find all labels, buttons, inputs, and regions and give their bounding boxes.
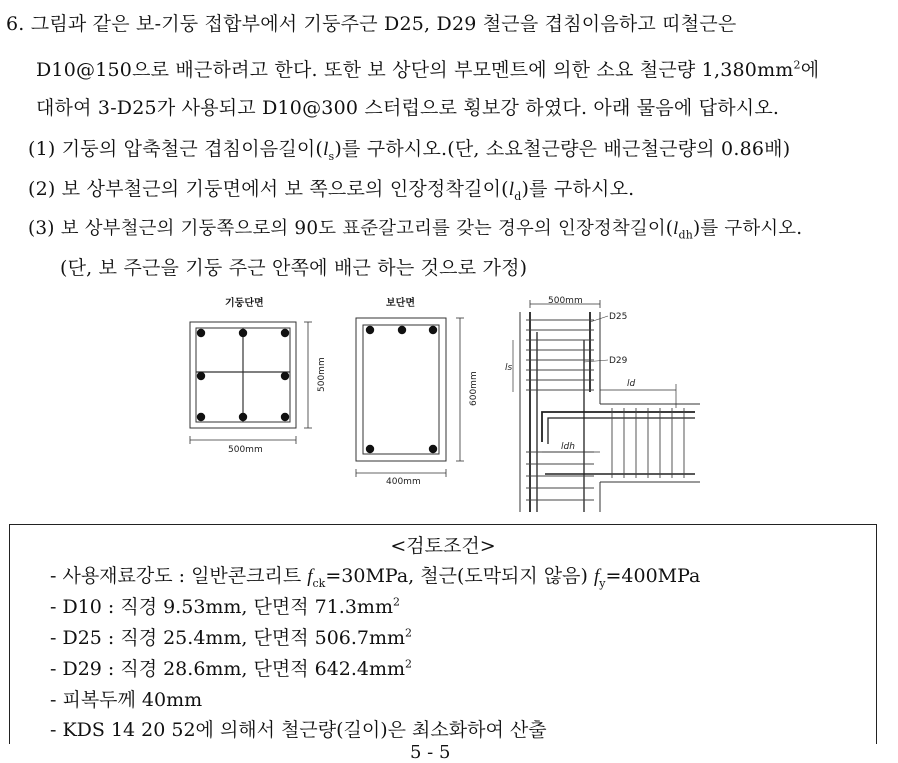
question-text-2: D10@150으로 배근하려고 한다. 또한 보 상단의 부모멘트에 의한 소요 철근량 1,380mm	[36, 59, 794, 81]
condition-d10	[50, 592, 400, 619]
question-text-1: 그림과 같은 보-기둥 접합부에서 기둥주근 D25, D29 철근을 겹침이음하고 띠철근은	[30, 13, 737, 35]
sub-question-2-pre: (2) 보 상부철근의 기둥면에서 보 쪽으로의 인장정착길이(	[28, 178, 509, 200]
superscript: 2	[793, 58, 801, 72]
superscript: 2	[392, 595, 400, 609]
question-text-3: 대하여 3-D25가 사용되고 D10@300 스터럽으로 횡보강 하였다. 아래 물음에 답하시오.	[36, 97, 780, 119]
var-sub-y: y	[599, 576, 606, 590]
superscript: 2	[405, 626, 413, 640]
question-number: 6.	[6, 13, 25, 35]
section-figure	[180, 292, 710, 517]
ld-label: ld	[627, 379, 636, 389]
question-text-2b: 에	[800, 59, 820, 81]
beam-height-label: 600mm	[469, 371, 479, 406]
condition-material-mid: =30MPa, 철근(도막되지 않음)	[325, 565, 594, 587]
sub-question-2	[28, 174, 634, 203]
condition-material-post: =400MPa	[605, 565, 701, 587]
column-section-title: 기둥단면	[225, 298, 264, 309]
d29-label: D29	[609, 356, 628, 366]
d25-label: D25	[609, 312, 628, 322]
sub-question-3-pre: (3) 보 상부철근의 기둥쪽으로의 90도 표준갈고리를 갖는 경우의 인장정착길이(	[28, 218, 674, 239]
condition-cover: - 피복두께 40mm	[50, 689, 203, 711]
beam-width-label: 400mm	[386, 477, 421, 487]
var-sub: d	[514, 189, 522, 203]
beam-section-title: 보단면	[386, 298, 415, 309]
condition-d25-text: - D25 : 직경 25.4mm, 단면적 506.7mm	[50, 627, 406, 649]
var-l: l	[508, 179, 515, 200]
var-f: f	[307, 566, 313, 587]
ldh-label: ldh	[561, 442, 575, 452]
var-l: l	[323, 139, 329, 160]
var-f: f	[593, 566, 600, 587]
conditions-box	[9, 524, 877, 744]
question-line-3	[36, 93, 779, 120]
beam-bars	[366, 326, 437, 453]
condition-material-pre: - 사용재료강도 : 일반콘크리트	[50, 565, 308, 587]
question-line-2	[36, 55, 819, 82]
joint-elevation	[505, 296, 700, 512]
sub-question-3-post: )를 구하시오.	[693, 218, 803, 239]
var-l: l	[673, 218, 679, 238]
var-sub-ck: ck	[312, 576, 326, 590]
column-width-label: 500mm	[228, 445, 263, 455]
column-height-label: 500mm	[317, 357, 327, 392]
page-number: 5 - 5	[410, 742, 451, 763]
condition-kds: - KDS 14 20 52에 의해서 철근량(길이)은 최소화하여 산출	[50, 719, 547, 741]
condition-material	[50, 561, 700, 590]
var-sub: s	[328, 149, 335, 163]
superscript: 2	[405, 657, 413, 671]
sub-question-1	[28, 134, 790, 163]
elevation-width-label: 500mm	[548, 296, 583, 306]
beam-stirrup	[363, 325, 439, 454]
question-line-1	[6, 9, 736, 36]
sub-question-3	[28, 214, 802, 242]
sub-question-1-pre: (1) 기둥의 압축철근 겹침이음길이(	[28, 138, 324, 160]
condition-d25	[50, 623, 412, 650]
sub-question-1-post: )를 구하시오.(단, 소요철근량은 배근철근량의 0.86배)	[334, 138, 791, 160]
var-sub: dh	[678, 228, 693, 242]
conditions-title: <검토조건>	[390, 535, 496, 557]
sub-question-2-post: )를 구하시오.	[521, 178, 635, 200]
ls-label: ls	[505, 363, 513, 373]
condition-d29-text: - D29 : 직경 28.6mm, 단면적 642.4mm	[50, 658, 406, 680]
note-text: (단, 보 주근을 기둥 주근 안쪽에 배근 하는 것으로 가정)	[60, 257, 528, 279]
beam-outline	[356, 318, 446, 461]
condition-d29	[50, 654, 412, 681]
note-line	[60, 253, 527, 280]
condition-d10-text: - D10 : 직경 9.53mm, 단면적 71.3mm	[50, 596, 393, 618]
